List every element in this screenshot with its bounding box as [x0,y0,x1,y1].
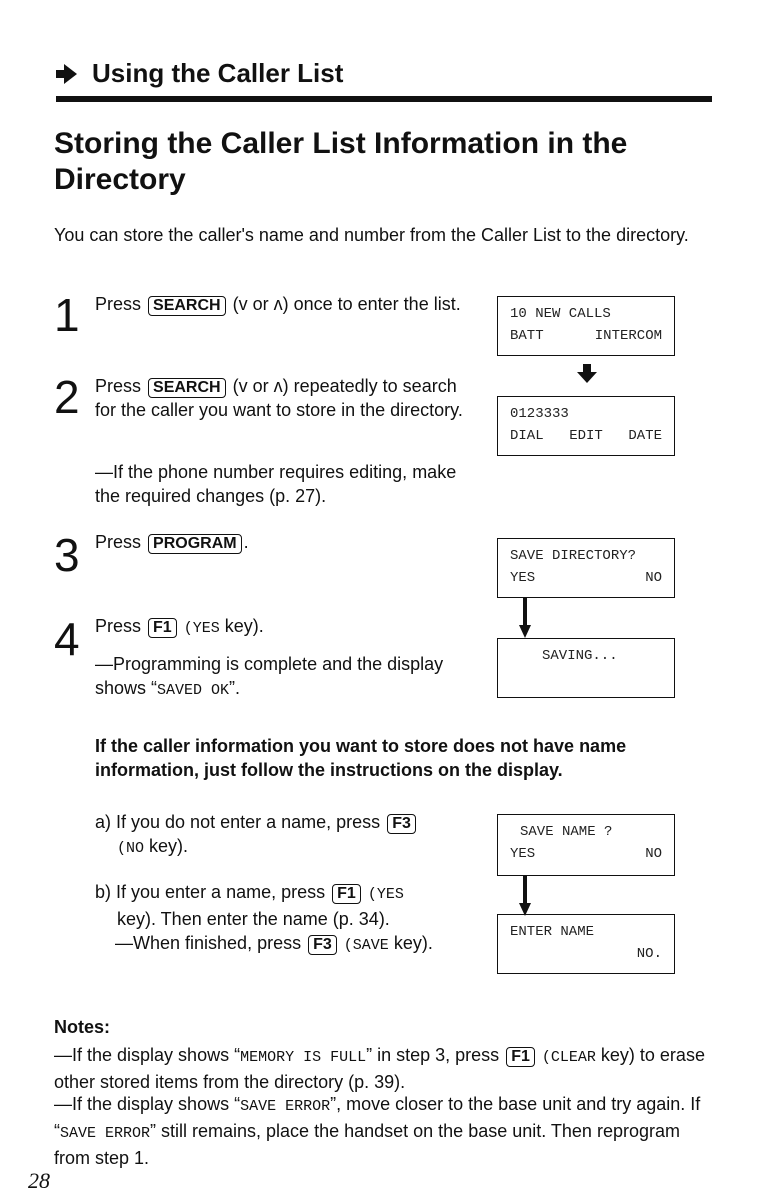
no-name-instructions: If the caller information you want to store does not have name information, just follow the instructions on the display. [95,736,627,780]
page-number: 28 [28,1168,50,1193]
f1-key: F1 [332,884,361,904]
step-text: Press F1 (YES key). [95,616,264,637]
search-key: SEARCH [148,296,226,316]
program-key: PROGRAM [148,534,242,554]
step-text: Press SEARCH (v or ʌ) repeatedly to search for the caller you want to store in the directory. [95,376,463,420]
note-item: —If the display shows “SAVE ERROR”, move closer to the base unit and try again. If “SAVE ERROR” still remains, place the handset on the base unit. Then reprogram from step 1. [54,1094,701,1168]
sub-step-b: b) If you enter a name, press F1 (YES key). Then enter the name (p. 34). —When finished, press F3 (SAVE key). [95,882,433,954]
f3-key: F3 [308,935,337,955]
lcd-display: SAVING... [497,638,675,698]
section-title: Using the Caller List [92,58,344,88]
search-key: SEARCH [148,378,226,398]
header-rule [56,96,712,102]
section-header [56,58,343,89]
lcd-display: SAVE DIRECTORY? YES NO [497,538,675,598]
note-item: —If the display shows “MEMORY IS FULL” in step 3, press F1 (CLEAR key) to erase other stored items from the directory (p. 39). [54,1045,705,1092]
f1-key: F1 [506,1047,535,1067]
lcd-display: 0123333 DIAL EDIT DATE [497,396,675,456]
notes-heading: Notes: [54,1017,111,1037]
lcd-display: 10 NEW CALLS BATT INTERCOM [497,296,675,356]
step-note: —If the phone number requires editing, make the required changes (p. 27). [95,462,457,506]
lcd-display: SAVE NAME ? YES NO [497,814,675,876]
sub-step-a: a) If you do not enter a name, press F3 (NO key). [95,810,465,861]
f1-key: F1 [148,618,177,638]
down-arrow-icon [576,364,598,384]
f3-key: F3 [387,814,416,834]
step-text: Press PROGRAM . [95,532,249,552]
down-arrow-icon [519,597,531,639]
intro-text: You can store the caller's name and number from the Caller List to the directory. [54,225,689,245]
step-number: 1 [54,289,80,341]
step-text: Press SEARCH (v or ʌ) once to enter the list. [95,294,461,314]
down-arrow-icon [519,875,531,917]
lcd-display: ENTER NAME NO. [497,914,675,974]
step-note: —Programming is complete and the display shows “SAVED OK”. [95,654,444,699]
right-arrow-icon [56,63,78,85]
page-title: Storing the Caller List Information in the Directory [54,127,628,196]
step-number: 2 [54,371,80,423]
step-number: 4 [54,613,80,665]
step-number: 3 [54,529,80,581]
